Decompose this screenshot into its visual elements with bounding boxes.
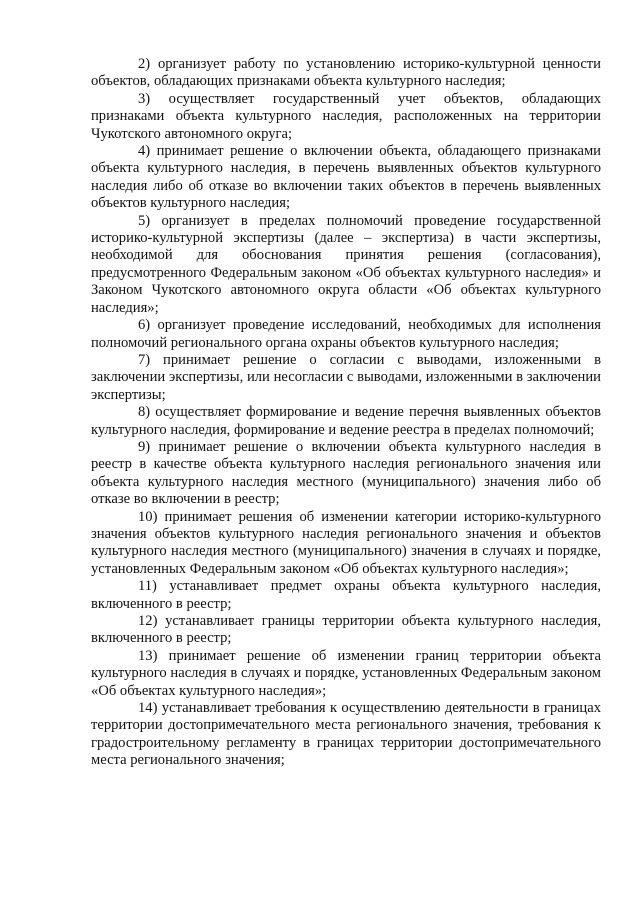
paragraph-item-14: 14) устанавливает требования к осуществлению деятельности в границах территории достопримечательного места регионального значения, требования к градостроительному регламенту в границах территории достопримечательного места регионального значения; xyxy=(91,700,601,769)
paragraph-item-5: 5) организует в пределах полномочий проведение государственной историко-культурной экспертизы (далее – экспертиза) в части экспертизы, необходимой для обоснования принятия решения (согласования), предусмотренного Федеральным законом «Об объектах культурного наследия» и Законом Чукотского автономного округа области «Об объектах культурного наследия»; xyxy=(91,212,601,316)
paragraph-item-7: 7) принимает решение о согласии с выводами, изложенными в заключении экспертизы, или несогласии с выводами, изложенными в заключении экспертизы; xyxy=(91,351,601,403)
paragraph-item-11: 11) устанавливает предмет охраны объекта культурного наследия, включенного в реестр; xyxy=(91,578,601,612)
paragraph-item-3: 3) осуществляет государственный учет объектов, обладающих признаками объекта культурного наследия, расположенных на территории Чукотского автономного округа; xyxy=(91,90,601,142)
paragraph-item-8: 8) осуществляет формирование и ведение перечня выявленных объектов культурного наследия, формирование и ведение реестра в пределах полномочий; xyxy=(91,404,601,438)
paragraph-item-10: 10) принимает решения об изменении категории историко-культурного значения объектов культурного наследия регионального значения и объектов культурного наследия местного (муниципального) значения в случаях и порядке, установленных Федеральным законом «Об объектах культурного наследия»; xyxy=(91,508,601,577)
paragraph-item-13: 13) принимает решение об изменении границ территории объекта культурного наследия в случаях и порядке, установленных Федеральным законом «Об объектах культурного наследия»; xyxy=(91,647,601,699)
paragraph-item-9: 9) принимает решение о включении объекта культурного наследия в реестр в качестве объекта культурного наследия регионального значения или объекта культурного наследия местного (муниципального) значения либо об отказе во включении в реестр; xyxy=(91,438,601,508)
document-body xyxy=(91,56,601,770)
paragraph-item-4: 4) принимает решение о включении объекта, обладающего признаками объекта культурного наследия, в перечень выявленных объектов культурного наследия либо об отказе во включении таких объектов в перечень выявленных объектов культурного наследия; xyxy=(91,143,601,212)
paragraph-item-2: 2) организует работу по установлению историко-культурной ценности объектов, обладающих признаками объекта культурного наследия; xyxy=(91,56,601,90)
paragraph-item-6: 6) организует проведение исследований, необходимых для исполнения полномочий регионального органа охраны объектов культурного наследия; xyxy=(91,317,601,351)
paragraph-item-12: 12) устанавливает границы территории объекта культурного наследия, включенного в реестр; xyxy=(91,613,601,647)
